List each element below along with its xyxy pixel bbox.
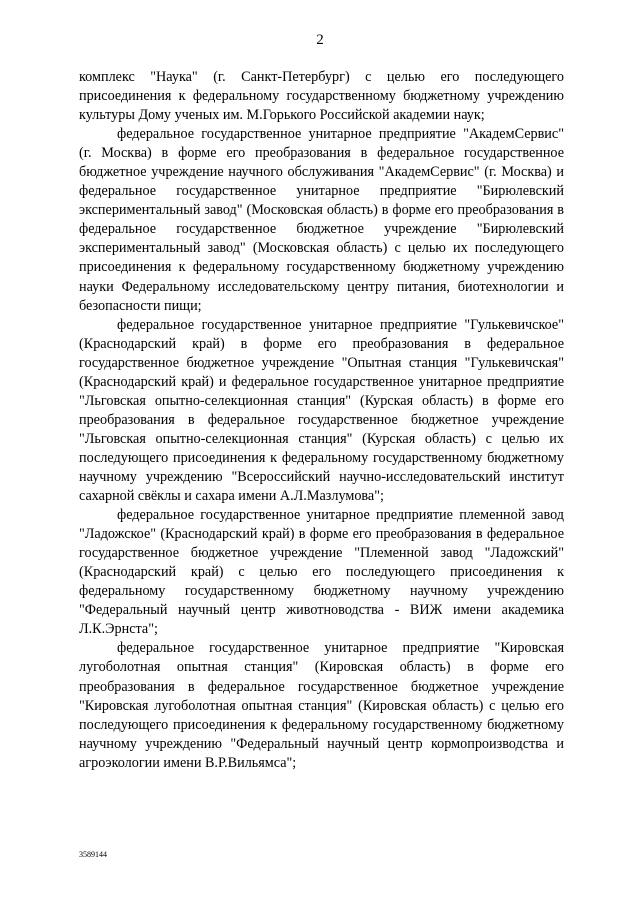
document-code: 3589144 bbox=[79, 850, 107, 859]
page-number: 2 bbox=[316, 32, 324, 48]
document-body bbox=[79, 68, 564, 773]
paragraph-nauka-continuation: комплекс "Наука" (г. Санкт-Петербург) с целью его последующего присоединения к федеральному государственному бюджетному учреждению культуры Дому ученых им. М.Горького Российской академии наук; bbox=[79, 69, 564, 124]
paragraph-ladozhskoe: федеральное государственное унитарное предприятие племенной завод "Ладожское" (Краснодарский край) в форме его преобразования в федеральное государственное бюджетное учреждение "Племенной завод "Ладожский" (Краснодарский край) с целью его последующего присоединения к федеральному государственному бюджетному научному учреждению "Федеральный научный центр животноводства - ВИЖ имени академика Л.К.Эрнста"; bbox=[79, 507, 564, 638]
paragraph-gulkevichskoe: федеральное государственное унитарное предприятие "Гулькевичское" (Краснодарский край) в форме его преобразования в федеральное государственное бюджетное учреждение "Опытная станция "Гулькевичская" (Краснодарский край) и федеральное государственное унитарное предприятие "Льговская опытно-селекционная станция" (Курская область) в форме его преобразования в федеральное государственное бюджетное учреждение "Льговская опытно-селекционная станция" (Курская область) с целью их последующего присоединения к федеральному государственному бюджетному научному учреждению "Всероссийский научно-исследовательский институт сахарной свёклы и сахара имени А.Л.Мазлумова"; bbox=[79, 316, 564, 505]
paragraph-akademservis: федеральное государственное унитарное предприятие "АкадемСервис" (г. Москва) в форме его преобразования в федеральное государственное бюджетное учреждение научного обслуживания "АкадемСервис" (г. Москва) и федеральное государственное унитарное предприятие "Бирюлевский экспериментальный завод" (Московская область) в форме его преобразования в федеральное государственное бюджетное учреждение "Бирюлевский экспериментальный завод" (Московская область) с целью их последующего присоединения к федеральному государственному бюджетному учреждению науки Федеральному исследовательскому центру питания, биотехнологии и безопасности пищи; bbox=[79, 126, 564, 314]
paragraph-kirovskaya: федеральное государственное унитарное предприятие "Кировская лугоболотная опытная станция" (Кировская область) в форме его преобразования в федеральное государственное бюджетное учреждение "Кировская лугоболотная опытная станция" (Кировская область) с целью его последующего присоединения к федеральному государственному бюджетному научному учреждению "Федеральный научный центр кормопроизводства и агроэкологии имени В.Р.Вильямса"; bbox=[79, 640, 564, 771]
